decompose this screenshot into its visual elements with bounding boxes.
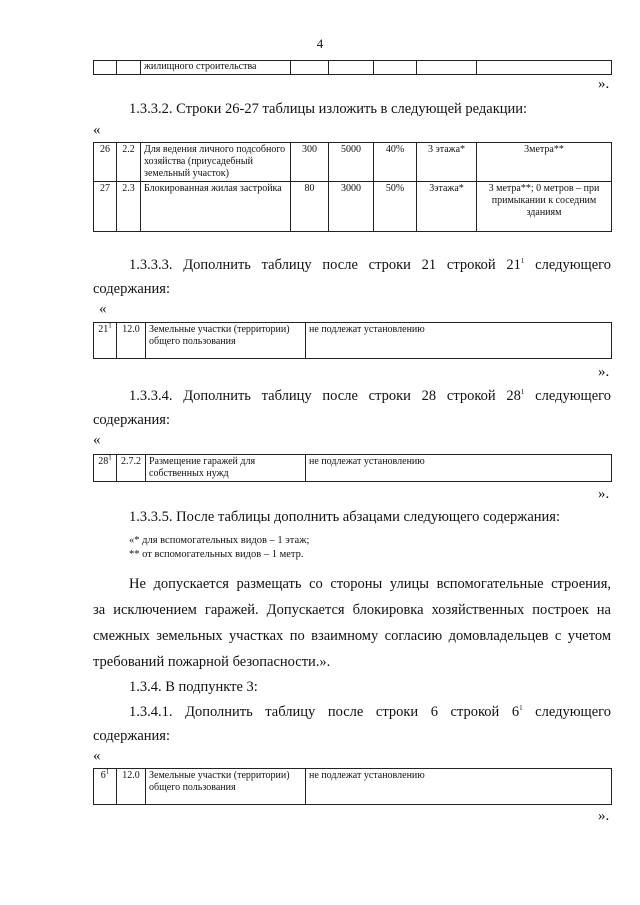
section-1-3-3-2: 1.3.3.2. Строки 26-27 таблицы изложить в следующей редакции: — [129, 101, 528, 117]
table-row — [94, 143, 612, 182]
table-cell: 80 — [291, 182, 329, 232]
table-cell: 40% — [374, 143, 417, 182]
table-cell: 3 этажа* — [417, 143, 477, 182]
row-28-1-table — [93, 454, 612, 482]
section-1-3-3-4-cont: содержания: — [93, 412, 171, 428]
table-cell: 26 — [94, 143, 117, 182]
note-line: «* для вспомогательных видов – 1 этаж; — [129, 535, 310, 546]
table-cell: 3метра** — [477, 143, 612, 182]
open-quote: « — [93, 432, 101, 448]
section-1-3-3-3-cont: содержания: — [93, 281, 171, 297]
table-cell: 3этажа* — [417, 182, 477, 232]
table-cell: Земельные участки (территории) общего пользования — [146, 323, 306, 359]
close-quote: ». — [598, 808, 610, 824]
top-table — [93, 60, 612, 75]
table-cell: не подлежат установлению — [306, 323, 612, 359]
rows-26-27-table — [93, 142, 612, 232]
section-1-3-4-1: 1.3.4.1. Дополнить таблицу после строки 6 строкой $6^1$ следующего — [129, 704, 611, 720]
section-1-3-4: 1.3.4. В подпункте 3: — [129, 679, 258, 695]
table-cell: Размещение гаражей для собственных нужд — [146, 455, 306, 482]
note-line: ** от вспомогательных видов – 1 метр. — [129, 549, 304, 560]
table-cell: 12.0 — [117, 769, 146, 805]
table-cell: 2.7.2 — [117, 455, 146, 482]
table-cell: не подлежат установлению — [306, 455, 612, 482]
table-cell: $21^1$ — [94, 323, 117, 359]
section-1-3-3-3: 1.3.3.3. Дополнить таблицу после строки 21 строкой $21^1$ следующего — [129, 257, 611, 273]
open-quote: « — [93, 748, 101, 764]
table-cell: жилищного строительства — [141, 61, 291, 75]
close-quote: ». — [598, 486, 610, 502]
table-row — [94, 182, 612, 232]
body-line: требований пожарной безопасности.». — [93, 654, 331, 670]
section-1-3-3-5: 1.3.3.5. После таблицы дополнить абзацами следующего содержания: — [129, 509, 560, 525]
table-cell: 5000 — [329, 143, 374, 182]
row-21-1-table — [93, 322, 612, 359]
table-cell: 3 метра**; 0 метров – при примыкании к соседним зданиям — [477, 182, 612, 232]
table-cell: 12.0 — [117, 323, 146, 359]
close-quote: ». — [598, 364, 610, 380]
row-6-1-table — [93, 768, 612, 805]
table-row — [94, 455, 612, 482]
section-1-3-4-1-cont: содержания: — [93, 728, 171, 744]
open-quote: « — [99, 301, 107, 317]
table-cell: $28^1$ — [94, 455, 117, 482]
body-line: Не допускается размещать со стороны улицы вспомогательные строения, — [129, 576, 611, 592]
body-line: за исключением гаражей. Допускается блокировка хозяйственных построек на — [93, 602, 611, 618]
table-cell: 50% — [374, 182, 417, 232]
table-row — [94, 323, 612, 359]
table-cell: не подлежат установлению — [306, 769, 612, 805]
body-line: смежных земельных участках по взаимному согласию домовладельцев с учетом — [93, 628, 611, 644]
table-cell: $6^1$ — [94, 769, 117, 805]
table-row — [94, 769, 612, 805]
table-cell: Для ведения личного подсобного хозяйства (приусадебный земельный участок) — [141, 143, 291, 182]
table-cell: 2.2 — [117, 143, 141, 182]
table-cell: Блокированная жилая застройка — [141, 182, 291, 232]
page-number: 4 — [316, 36, 324, 51]
open-quote: « — [93, 122, 101, 138]
table-cell: 2.3 — [117, 182, 141, 232]
section-1-3-3-4: 1.3.3.4. Дополнить таблицу после строки 28 строкой $28^1$ следующего — [129, 388, 611, 404]
table-cell: 3000 — [329, 182, 374, 232]
close-quote: ». — [598, 76, 610, 92]
table-cell: 300 — [291, 143, 329, 182]
table-cell: 27 — [94, 182, 117, 232]
table-cell: Земельные участки (территории) общего пользования — [146, 769, 306, 805]
